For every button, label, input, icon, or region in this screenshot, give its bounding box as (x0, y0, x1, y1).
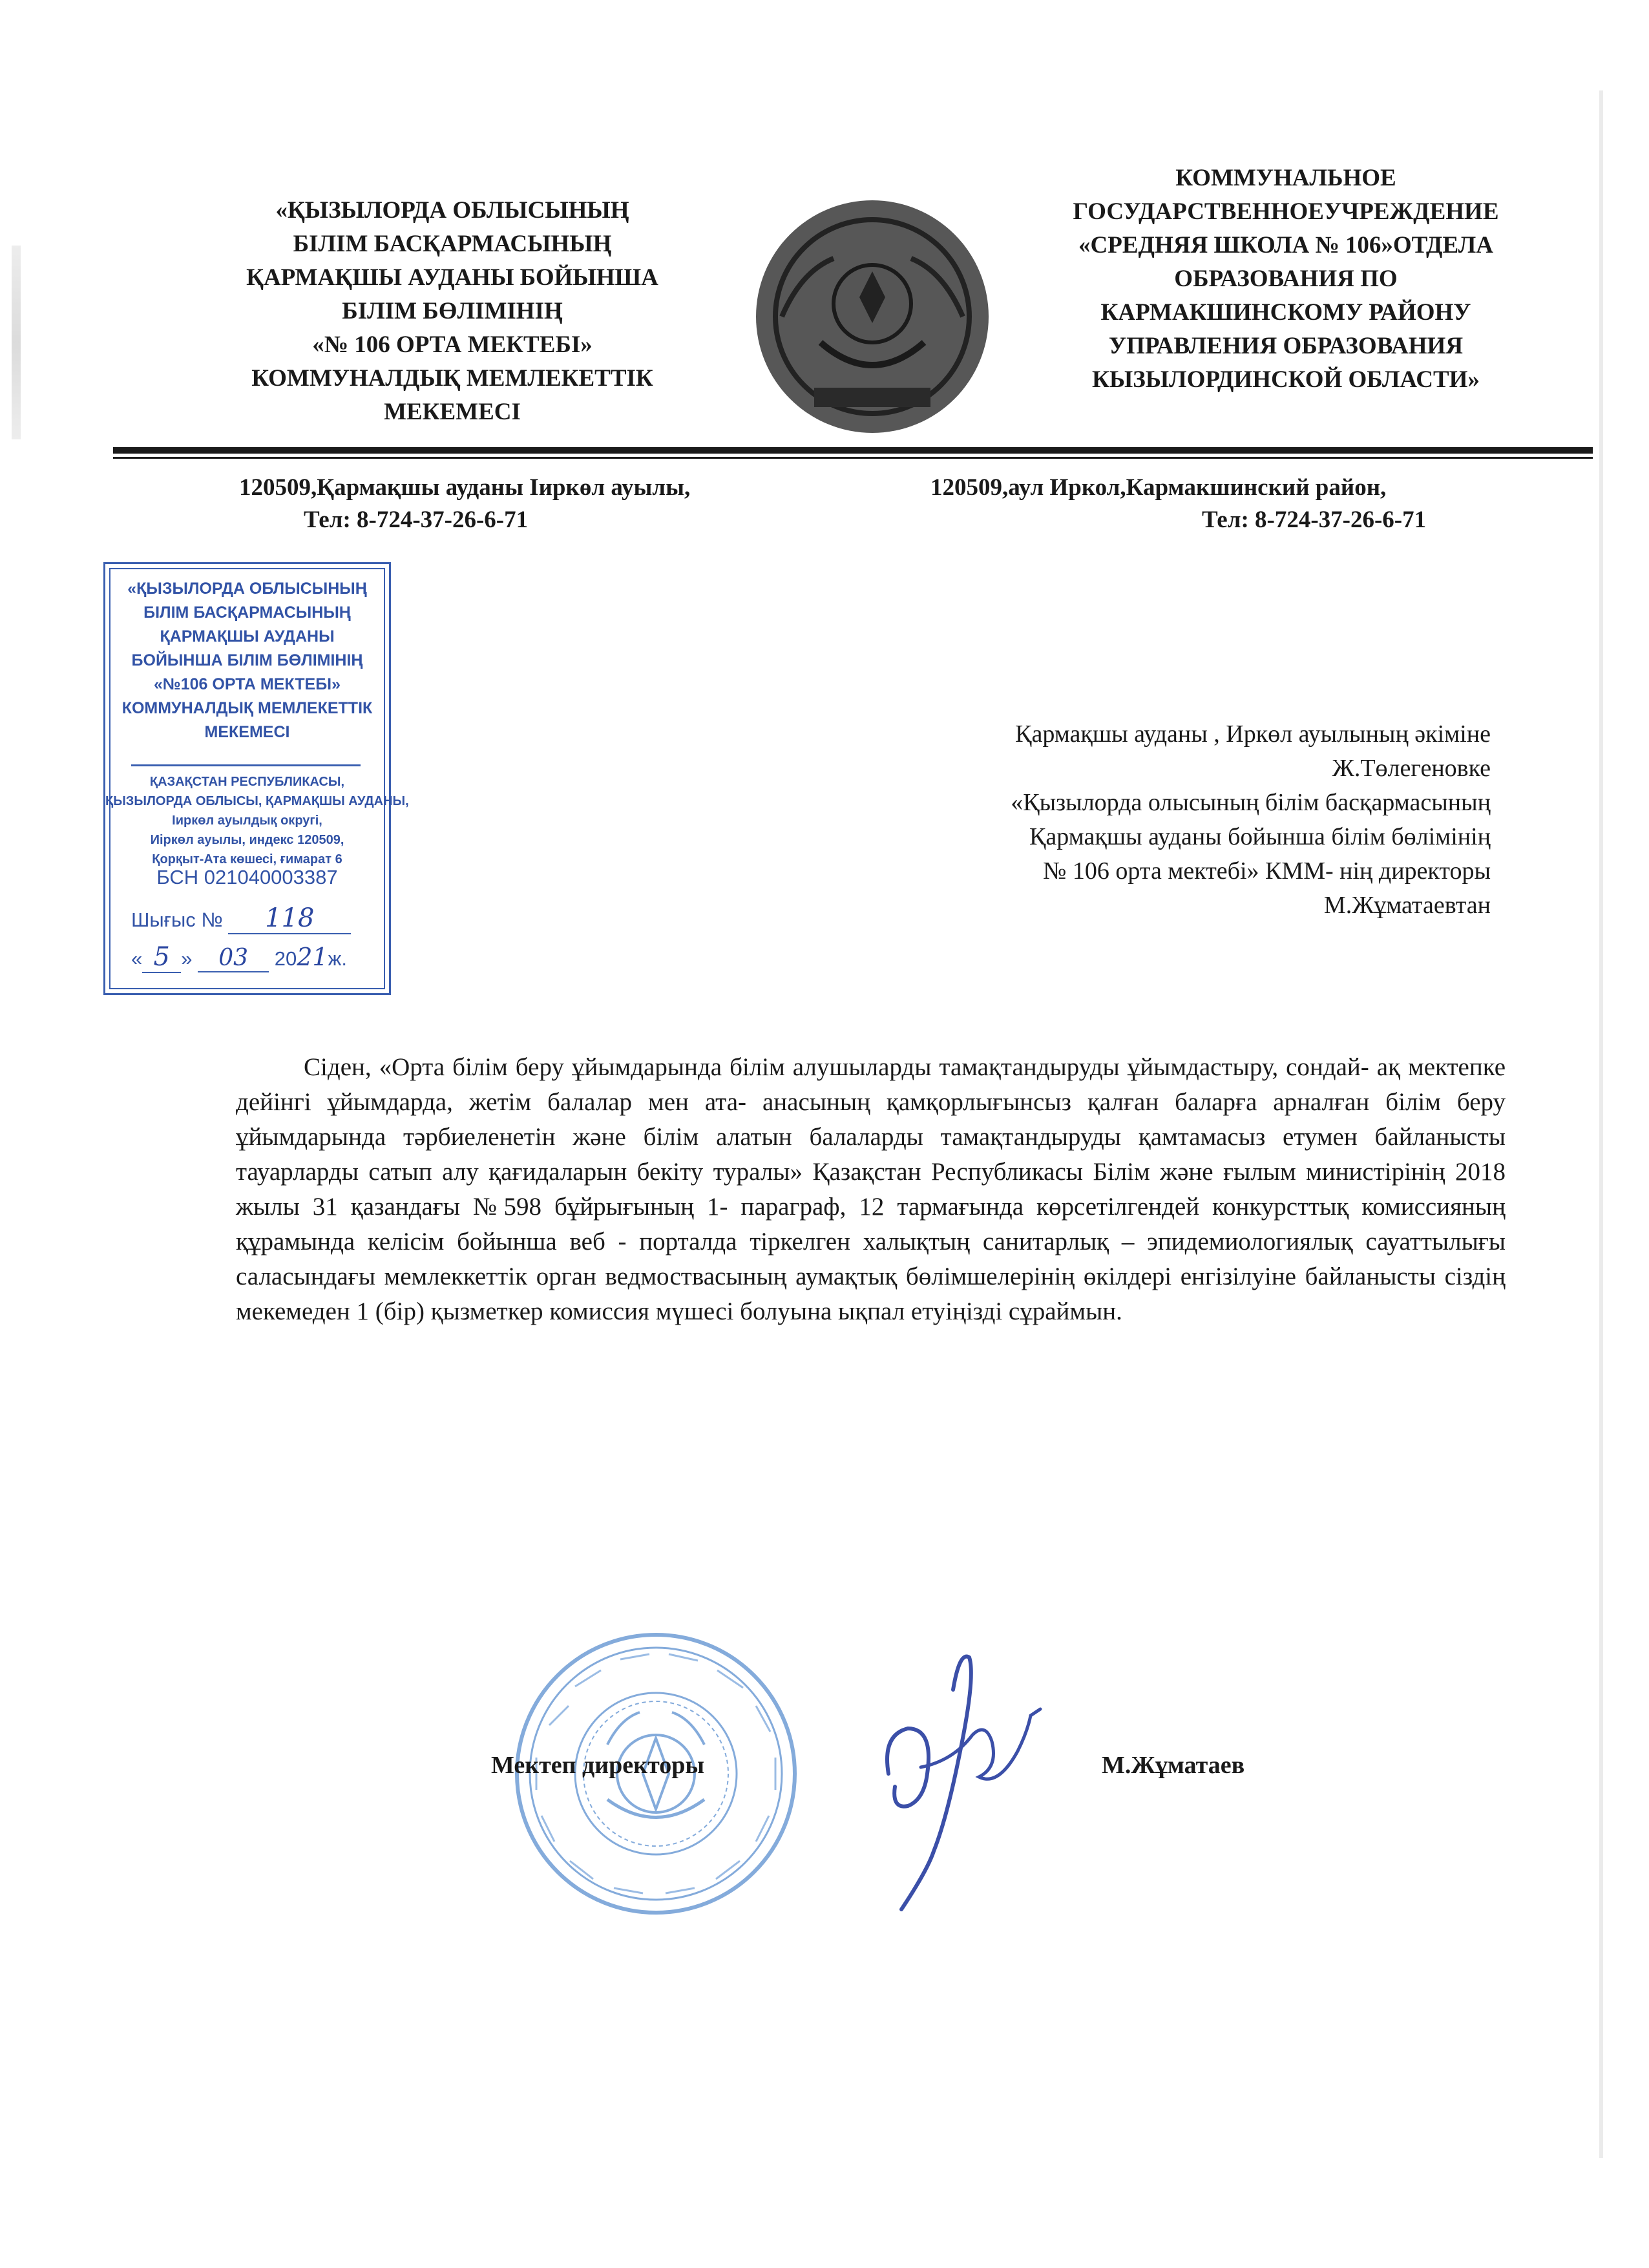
recipient-line: Ж.Төлегеновке (1332, 755, 1491, 782)
header-kazakh (162, 194, 743, 429)
recipient-line: «Қызылорда олысының білім басқармасының (1011, 789, 1491, 816)
header-kz-line: БІЛІМ БӨЛІМІНІҢ (342, 298, 563, 324)
address-kz-line1: 120509,Қармақшы ауданы Іиркөл ауылы, (239, 474, 691, 501)
header-ru-line: ГОСУДАРСТВЕННОЕУЧРЕЖДЕНИЕ (1073, 198, 1499, 225)
handwritten-signature-icon (863, 1638, 1056, 1929)
stamp-org-line: БОЙЫНША БІЛІМ БӨЛІМІНІҢ (131, 651, 363, 669)
header-kz-line: «№ 106 ОРТА МЕКТЕБІ» (312, 331, 593, 358)
stamp-year-unit: ж. (328, 947, 347, 970)
header-russian (989, 162, 1583, 397)
stamp-org-line: КОММУНАЛДЫҚ МЕМЛЕКЕТТІК (121, 699, 373, 717)
registration-stamp (103, 562, 409, 995)
header-ru-line: ОБРАЗОВАНИЯ ПО (1174, 266, 1398, 292)
header-ru-line: КЫЗЫЛОРДИНСКОЙ ОБЛАСТИ» (1092, 366, 1480, 393)
recipient-block (1011, 717, 1491, 923)
signatory-title: Мектеп директоры (491, 1752, 705, 1779)
recipient-line: № 106 орта мектебі» КММ- нің директоры (1043, 857, 1491, 885)
header-kz-line: КОММУНАЛДЫҚ МЕМЛЕКЕТТІК (251, 365, 653, 392)
header-ru-line: КАРМАКШИНСКОМУ РАЙОНУ (1100, 299, 1471, 326)
stamp-date-row (131, 942, 347, 973)
stamp-separator (131, 764, 361, 766)
stamp-date-day: 5 (142, 942, 181, 973)
stamp-address-line: ҚАЗАҚСТАН РЕСПУБЛИКАСЫ, (149, 775, 345, 789)
stamp-number-row (131, 903, 351, 934)
header-divider-thick (113, 447, 1593, 454)
header-ru-line: «СРЕДНЯЯ ШКОЛА № 106»ОТДЕЛА (1078, 232, 1493, 258)
scan-edge-left (12, 246, 21, 439)
header-ru-line: КОММУНАЛЬНОЕ (1175, 165, 1396, 191)
header-kz-line: «ҚЫЗЫЛОРДА ОБЛЫСЫНЫҢ (275, 197, 629, 224)
address-kz-phone: Тел: 8-724-37-26-6-71 (304, 507, 529, 533)
recipient-line: Қармақшы ауданы бойынша білім бөлімінің (1029, 823, 1491, 850)
header-divider-thin (113, 457, 1593, 459)
header-kz-line: ҚАРМАҚШЫ АУДАНЫ БОЙЫНША (246, 264, 658, 291)
header-ru-line: УПРАВЛЕНИЯ ОБРАЗОВАНИЯ (1108, 333, 1464, 359)
stamp-org-line: МЕКЕМЕСІ (204, 723, 290, 741)
recipient-line: М.Жұматаевтан (1323, 892, 1491, 919)
signatory-name: М.Жұматаев (1102, 1752, 1245, 1779)
stamp-date-close: » (181, 947, 193, 970)
header-kz-line: БІЛІМ БАСҚАРМАСЫНЫҢ (293, 231, 612, 257)
stamp-org-line: «№106 ОРТА МЕКТЕБІ» (153, 675, 341, 693)
state-emblem-icon (743, 194, 1002, 439)
stamp-year-prefix: 20 (274, 947, 297, 970)
stamp-date-month: 03 (198, 945, 269, 972)
scan-edge-right (1599, 90, 1603, 2158)
stamp-date-open: « (131, 947, 143, 970)
stamp-address-line: ҚЫЗЫЛОРДА ОБЛЫСЫ, ҚАРМАҚШЫ АУДАНЫ, (105, 794, 409, 808)
stamp-org-line: «ҚЫЗЫЛОРДА ОБЛЫСЫНЫҢ (127, 580, 367, 598)
stamp-number-label: Шығыс № (131, 908, 223, 931)
stamp-org-line: ҚАРМАҚШЫ АУДАНЫ (160, 627, 335, 646)
stamp-number-value: 118 (228, 903, 351, 934)
stamp-address-line: Іиркөл ауылдық округі, (172, 814, 322, 828)
letter-body: Сіден, «Орта білім беру ұйымдарында білім алушыларды тамақтандыруды ұйымдастыру, сондай- ақ мектепке дейінгі ұйымдарда, жетім балалар мен ата- анасының қамқорлығынсыз қалған баларға арналған білім беру ұйымдарында тәрбиеленетін және білім алатын балаларды тамақтандыруды қамтамасыз етумен байланысты тауарларды сатып алу қағидаларын бекіту туралы» Қазақстан Республикасы Білім және ғылым министірінің 2018 жылы 31 қазандағы №598 бұйрығының 1- параграф, 12 тармағында көрсетілгендей конкурсттық комиссияның құрамында келісім бойынша веб - порталда тіркелген халықтың санитарлық – эпидемиологиялық сауаттылығы саласындағы мемлеккеттік орган ведмоствасының аумақтық бөлімшелерінің өкілдері енгізілуіне байланысты сіздің мекемеден 1 (бір) қызметкер комиссия мүшесі болуына ықпал етуіңізді сұраймын. (236, 1053, 1506, 1325)
stamp-organization (105, 577, 389, 744)
address-ru-line1: 120509,аул Иркол,Кармакшинский район, (930, 474, 1387, 501)
header-kz-line: МЕКЕМЕСІ (384, 399, 521, 425)
address-ru-phone: Тел: 8-724-37-26-6-71 (1202, 507, 1427, 533)
stamp-org-line: БІЛІМ БАСҚАРМАСЫНЫҢ (143, 604, 351, 622)
stamp-address-line: Қорқыт-Ата көшесі, ғимарат 6 (152, 852, 342, 866)
recipient-line: Қармақшы ауданы , Иркөл ауылының әкіміне (1015, 720, 1491, 748)
stamp-year-suffix: 21 (297, 943, 328, 971)
stamp-bsn: БСН 021040003387 (156, 866, 338, 888)
stamp-address (105, 772, 409, 869)
stamp-address-line: Иіркөл ауылы, индекс 120509, (150, 833, 344, 847)
